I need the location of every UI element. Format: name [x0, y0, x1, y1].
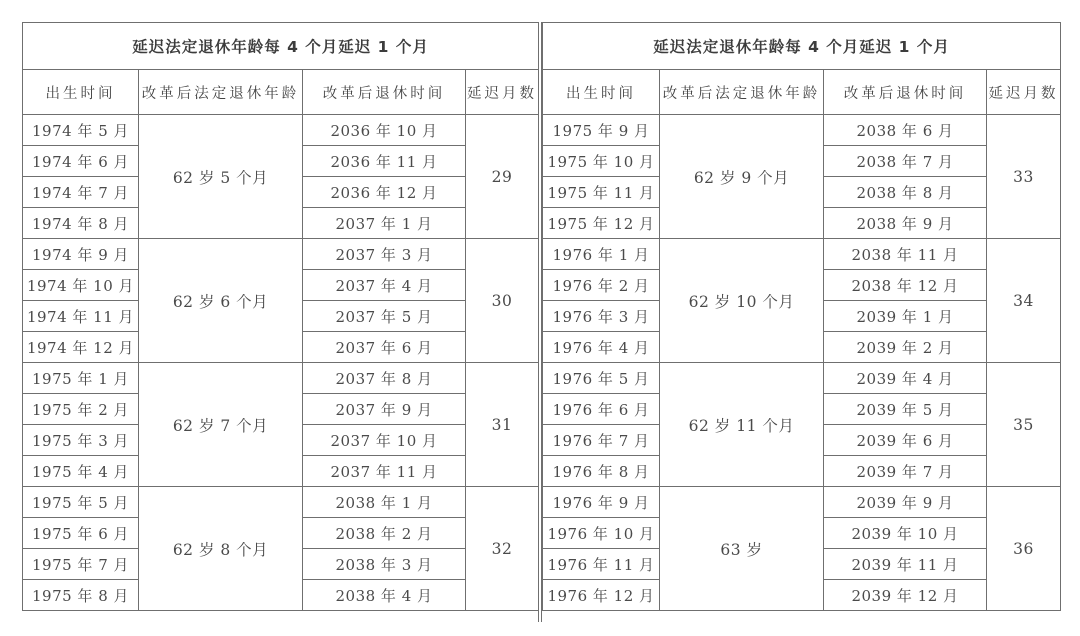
birth-time-cell: 1975 年 5 月 — [23, 487, 139, 518]
delay-months-cell: 34 — [987, 239, 1061, 363]
right-table-title: 延迟法定退休年龄每 4 个月延迟 1 个月 — [543, 23, 1061, 70]
retirement-time-cell: 2036 年 11 月 — [303, 146, 466, 177]
birth-time-cell: 1975 年 10 月 — [543, 146, 660, 177]
table-row — [23, 115, 539, 146]
birth-time-cell: 1974 年 10 月 — [23, 270, 139, 301]
birth-time-cell: 1976 年 6 月 — [543, 394, 660, 425]
right-retirement-table — [542, 22, 1061, 611]
delay-months-cell: 29 — [466, 115, 539, 239]
retirement-age-cell: 62 岁 9 个月 — [660, 115, 824, 239]
header-birth-time: 出生时间 — [543, 70, 660, 115]
table-row — [23, 363, 539, 394]
table-row — [23, 487, 539, 518]
retirement-time-cell: 2037 年 5 月 — [303, 301, 466, 332]
birth-time-cell: 1975 年 6 月 — [23, 518, 139, 549]
retirement-time-cell: 2037 年 1 月 — [303, 208, 466, 239]
birth-time-cell: 1974 年 5 月 — [23, 115, 139, 146]
retirement-time-cell: 2038 年 6 月 — [824, 115, 987, 146]
birth-time-cell: 1975 年 4 月 — [23, 456, 139, 487]
retirement-time-cell: 2038 年 4 月 — [303, 580, 466, 611]
table-row — [23, 239, 539, 270]
delay-months-cell: 30 — [466, 239, 539, 363]
retirement-time-cell: 2037 年 9 月 — [303, 394, 466, 425]
birth-time-cell: 1976 年 4 月 — [543, 332, 660, 363]
table-row — [543, 487, 1061, 518]
retirement-time-cell: 2038 年 3 月 — [303, 549, 466, 580]
retirement-time-cell: 2039 年 4 月 — [824, 363, 987, 394]
birth-time-cell: 1976 年 5 月 — [543, 363, 660, 394]
retirement-time-cell: 2036 年 12 月 — [303, 177, 466, 208]
birth-time-cell: 1976 年 9 月 — [543, 487, 660, 518]
header-delay-months: 延迟月数 — [987, 70, 1061, 115]
retirement-time-cell: 2038 年 1 月 — [303, 487, 466, 518]
birth-time-cell: 1975 年 12 月 — [543, 208, 660, 239]
retirement-time-cell: 2037 年 10 月 — [303, 425, 466, 456]
birth-time-cell: 1974 年 8 月 — [23, 208, 139, 239]
birth-time-cell: 1975 年 11 月 — [543, 177, 660, 208]
birth-time-cell: 1975 年 3 月 — [23, 425, 139, 456]
retirement-time-cell: 2037 年 3 月 — [303, 239, 466, 270]
table-row — [543, 115, 1061, 146]
retirement-time-cell: 2039 年 9 月 — [824, 487, 987, 518]
table-row — [543, 239, 1061, 270]
retirement-time-cell: 2039 年 1 月 — [824, 301, 987, 332]
birth-time-cell: 1975 年 2 月 — [23, 394, 139, 425]
birth-time-cell: 1976 年 3 月 — [543, 301, 660, 332]
retirement-time-cell: 2039 年 6 月 — [824, 425, 987, 456]
birth-time-cell: 1975 年 1 月 — [23, 363, 139, 394]
retirement-time-cell: 2039 年 2 月 — [824, 332, 987, 363]
retirement-time-cell: 2038 年 2 月 — [303, 518, 466, 549]
retirement-time-cell: 2038 年 8 月 — [824, 177, 987, 208]
retirement-time-cell: 2038 年 9 月 — [824, 208, 987, 239]
birth-time-cell: 1974 年 7 月 — [23, 177, 139, 208]
delay-months-cell: 32 — [466, 487, 539, 611]
retirement-time-cell: 2038 年 12 月 — [824, 270, 987, 301]
retirement-time-cell: 2037 年 6 月 — [303, 332, 466, 363]
delay-months-cell: 31 — [466, 363, 539, 487]
retirement-age-cell: 62 岁 8 个月 — [139, 487, 303, 611]
retirement-age-cell: 62 岁 5 个月 — [139, 115, 303, 239]
birth-time-cell: 1975 年 8 月 — [23, 580, 139, 611]
retirement-time-cell: 2039 年 7 月 — [824, 456, 987, 487]
delay-months-cell: 33 — [987, 115, 1061, 239]
birth-time-cell: 1975 年 9 月 — [543, 115, 660, 146]
birth-time-cell: 1976 年 1 月 — [543, 239, 660, 270]
birth-time-cell: 1976 年 7 月 — [543, 425, 660, 456]
retirement-time-cell: 2038 年 11 月 — [824, 239, 987, 270]
retirement-time-cell: 2039 年 5 月 — [824, 394, 987, 425]
retirement-time-cell: 2037 年 8 月 — [303, 363, 466, 394]
left-table-title: 延迟法定退休年龄每 4 个月延迟 1 个月 — [23, 23, 539, 70]
birth-time-cell: 1974 年 6 月 — [23, 146, 139, 177]
retirement-time-cell: 2036 年 10 月 — [303, 115, 466, 146]
left-retirement-table — [22, 22, 539, 611]
delay-months-cell: 36 — [987, 487, 1061, 611]
header-retirement-age: 改革后法定退休年龄 — [139, 70, 303, 115]
birth-time-cell: 1974 年 12 月 — [23, 332, 139, 363]
birth-time-cell: 1976 年 8 月 — [543, 456, 660, 487]
retirement-time-cell: 2039 年 11 月 — [824, 549, 987, 580]
header-retirement-time: 改革后退休时间 — [824, 70, 987, 115]
header-retirement-time: 改革后退休时间 — [303, 70, 466, 115]
retirement-time-cell: 2037 年 11 月 — [303, 456, 466, 487]
table-row — [543, 363, 1061, 394]
birth-time-cell: 1974 年 9 月 — [23, 239, 139, 270]
retirement-age-cell: 62 岁 7 个月 — [139, 363, 303, 487]
retirement-age-cell: 62 岁 10 个月 — [660, 239, 824, 363]
header-delay-months: 延迟月数 — [466, 70, 539, 115]
birth-time-cell: 1976 年 12 月 — [543, 580, 660, 611]
retirement-time-cell: 2038 年 7 月 — [824, 146, 987, 177]
birth-time-cell: 1974 年 11 月 — [23, 301, 139, 332]
retirement-time-cell: 2037 年 4 月 — [303, 270, 466, 301]
birth-time-cell: 1975 年 7 月 — [23, 549, 139, 580]
header-retirement-age: 改革后法定退休年龄 — [660, 70, 824, 115]
birth-time-cell: 1976 年 2 月 — [543, 270, 660, 301]
retirement-time-cell: 2039 年 12 月 — [824, 580, 987, 611]
birth-time-cell: 1976 年 10 月 — [543, 518, 660, 549]
delay-months-cell: 35 — [987, 363, 1061, 487]
retirement-age-cell: 63 岁 — [660, 487, 824, 611]
retirement-age-cell: 62 岁 11 个月 — [660, 363, 824, 487]
retirement-time-cell: 2039 年 10 月 — [824, 518, 987, 549]
header-birth-time: 出生时间 — [23, 70, 139, 115]
retirement-age-cell: 62 岁 6 个月 — [139, 239, 303, 363]
birth-time-cell: 1976 年 11 月 — [543, 549, 660, 580]
